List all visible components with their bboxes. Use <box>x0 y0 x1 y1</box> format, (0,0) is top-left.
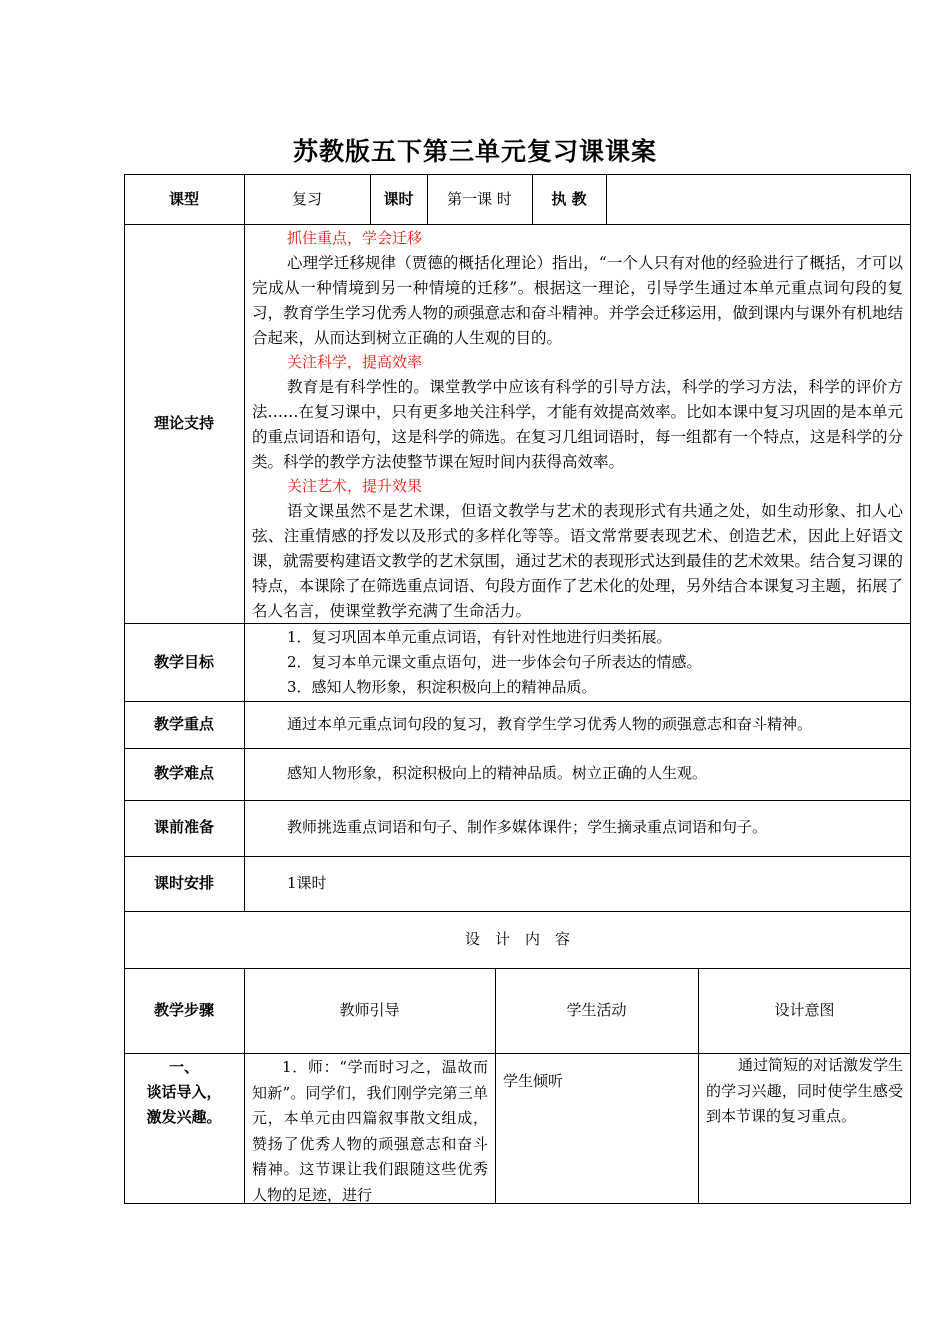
goal-item: 1．复习巩固本单元重点词语，有针对性地进行归类拓展。 <box>287 628 672 646</box>
schedule-text: 1课时 <box>287 874 327 892</box>
period-label: 课时 <box>383 190 414 208</box>
step1-number: 一、 <box>168 1058 199 1076</box>
col-teacher: 教师引导 <box>339 1001 400 1019</box>
theory-label: 理论支持 <box>153 414 214 432</box>
theory-heading-3: 关注艺术，提升效果 <box>287 477 423 495</box>
theory-paragraph-1: 心理学迁移规律（贾德的概括化理论）指出，“一个人只有对他的经验进行了概括，才可以完成从一种情境到另一种情境的迁移”。根据这一理论，引导学生通过本单元重点词句段的复习，教育学生学习优秀人物的顽强意志和奋斗精神。并学会迁移运用，做到课内与课外有机地结合起来，从而达到树立正确的人生观的目的。 <box>252 254 904 347</box>
goal-item: 2．复习本单元课文重点语句，进一步体会句子所表达的情感。 <box>287 653 702 671</box>
prep-label: 课前准备 <box>153 818 214 836</box>
teacher-label: 执 教 <box>551 190 587 208</box>
col-intent: 设计意图 <box>774 1001 835 1019</box>
step1-title-line2: 激发兴趣。 <box>146 1108 222 1126</box>
design-heading: 设 计 内 容 <box>464 930 570 948</box>
difficulty-text: 感知人物形象，积淀积极向上的精神品质。树立正确的人生观。 <box>287 764 708 782</box>
col-student: 学生活动 <box>566 1001 627 1019</box>
theory-paragraph-3: 语文课虽然不是艺术课，但语文教学与艺术的表现形式有共通之处，如生动形象、扣人心弦、注重情感的抒发以及形式的多样化等等。语文常常要表现艺术、创造艺术，因此上好语文课，就需要构建语文教学的艺术氛围，通过艺术的表现形式达到最佳的艺术效果。结合复习课的特点，本课除了在筛选重点词语、句段方面作了艺术化的处理，另外结合本课复习主题，拓展了名人名言，使课堂教学充满了生命活力。 <box>252 502 904 620</box>
step1-title-line1: 谈话导入， <box>146 1083 222 1101</box>
type-label: 课型 <box>168 190 199 208</box>
theory-heading-2: 关注科学，提高效率 <box>287 353 423 371</box>
goal-item: 3．感知人物形象，积淀积极向上的精神品质。 <box>287 678 597 696</box>
difficulty-label: 教学难点 <box>153 764 214 782</box>
col-steps: 教学步骤 <box>153 1001 214 1019</box>
focus-text: 通过本单元重点词句段的复习，教育学生学习优秀人物的顽强意志和奋斗精神。 <box>287 715 813 733</box>
step1-teacher-text: 1．师：“学而时习之，温故而知新”。同学们，我们刚学完第三单元，本单元由四篇叙事散文组成，赞扬了优秀人物的顽强意志和奋斗精神。这节课让我们跟随这些优秀人物的足迹，进行 <box>252 1058 488 1204</box>
step1-student-text: 学生倾听 <box>503 1072 564 1090</box>
page-title: 苏教版五下第三单元复习课课案 <box>292 137 657 166</box>
theory-paragraph-2: 教育是有科学性的。课堂教学中应该有科学的引导方法，科学的学习方法，科学的评价方法……在复习课中，只有更多地关注科学，才能有效提高效率。比如本课中复习巩固的是本单元的重点词语和语句，这是科学的筛选。在复习几组词语时，每一组都有一个特点，这是科学的分类。科学的教学方法使整节课在短时间内获得高效率。 <box>252 378 904 471</box>
theory-heading-1: 抓住重点，学会迁移 <box>287 229 423 247</box>
focus-label: 教学重点 <box>153 715 214 733</box>
goals-label: 教学目标 <box>153 653 214 671</box>
type-value: 复习 <box>291 190 322 208</box>
step1-intent-text: 通过简短的对话激发学生的学习兴趣，同时使学生感受到本节课的复习重点。 <box>706 1056 904 1125</box>
prep-text: 教师挑选重点词语和句子、制作多媒体课件；学生摘录重点词语和句子。 <box>287 818 768 836</box>
period-value: 第一课 时 <box>447 190 512 208</box>
schedule-label: 课时安排 <box>153 874 214 892</box>
